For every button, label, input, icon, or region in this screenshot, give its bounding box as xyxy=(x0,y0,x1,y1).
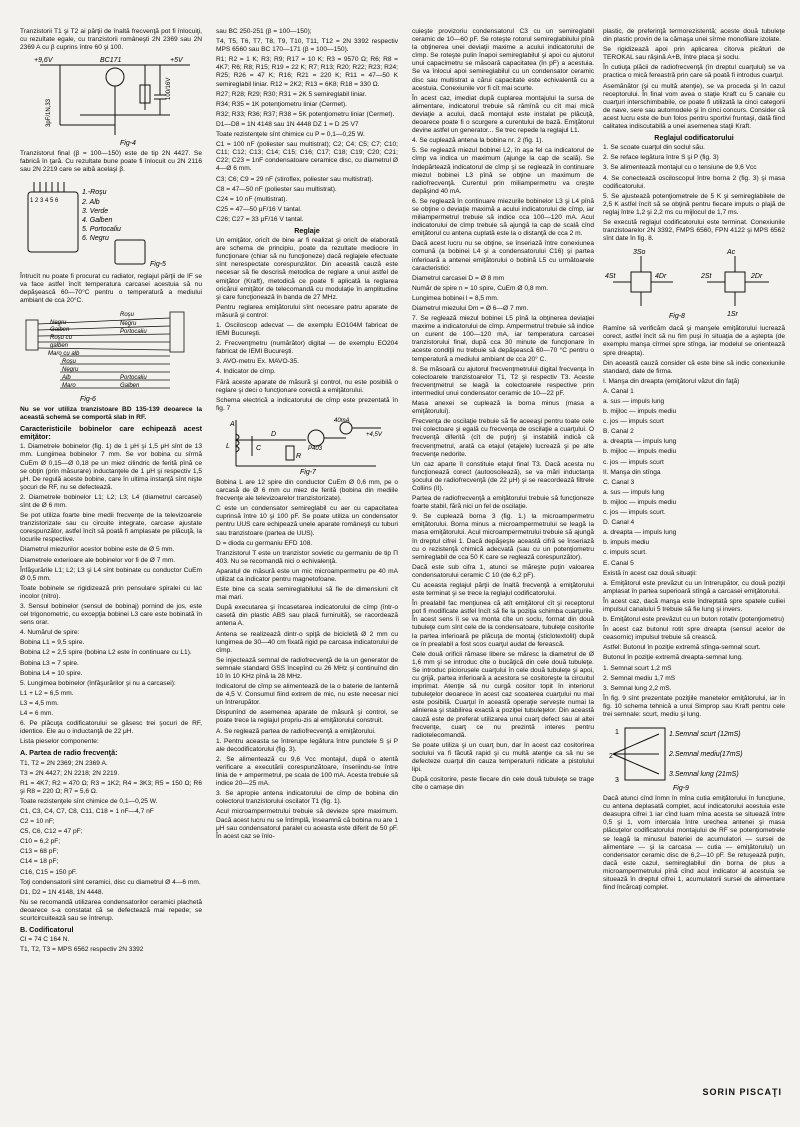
paragraph: R27; R28; R29; R30; R31 = 2K 5 semireglabil liniar. xyxy=(216,90,367,98)
legend-long: 3.Semnal lung (21mS) xyxy=(669,771,739,779)
section-heading: Caracteristicile bobinelor care echipează acest emiţător: xyxy=(20,424,202,442)
figure-9-stick-positions xyxy=(603,722,785,792)
paragraph: Din această cauză consider că este bine să indic conexiunile standard, date de firma. xyxy=(603,359,785,375)
paragraph: 3. AVO-metru Ex. MAVO-35. xyxy=(216,358,299,366)
paragraph: D = dioda cu germaniu EFD 108. xyxy=(216,539,313,547)
paragraph: 5. Se reglează miezul bobinei L2, în aşa fel ca indicatorul de cîmp va indica un maximum (ajunge la cap de scală). Se îndepărtează indicatorul de cîmp şi se reglează în continuare miezul bobinei L3 pînă se obţine un maximum de radiofrecvenţă. Curentul prin miliampermetru va creşte depăşind 40 mA. xyxy=(412,147,594,195)
label-100-16v: 100/16V xyxy=(166,77,172,101)
paragraph: L1 + L2 = 6,5 mm. xyxy=(20,689,74,697)
paragraph: C26; C27 = 33 μF/16 V tantal. xyxy=(216,215,304,223)
paragraph: L3 = 4,5 mm. xyxy=(20,699,59,707)
paragraph: Există în acest caz două situaţii: xyxy=(603,569,697,577)
paragraph: Înfăşurările L1; L2; L3 şi L4 sînt bobinate cu conductor CuEm Ø 0,5 mm. xyxy=(20,566,202,582)
paragraph: 3. Se alimentează montajul cu o tensiune de 9,6 Vcc xyxy=(603,164,757,172)
paragraph: Toate rezistenţele sînt chimice de 0,1—0,25 W. xyxy=(20,797,158,805)
paragraph: Se execută reglajul codificatorului este terminat. Conexiunile tranzistoarelor 2N 3392, FMPS 6560, FPN 4122 şi MPS 6562 sînt date în fig. 8. xyxy=(603,218,785,243)
figure-7 xyxy=(216,416,398,476)
wire-label: Negru xyxy=(50,319,67,326)
figure-8 xyxy=(603,246,785,322)
paragraph: În acest caz, imediat după cuplarea montajului la sursa de alimentare, indicatorul trebuie să rămînă cu cît mai mică deviaţie a acului, dacă montajul este instalat pe plăcuţă, deoarece poate fi o scurgere a curentului de bază. Emiţătorul devine astfel un generator... Se trec repede la reglajul L1. xyxy=(412,94,594,135)
paragraph: C este un condensator semireglabil cu aer cu capacitatea cuprinsă între 10 şi 100 pF. Se poate utiliza un condensator pentru UUS care echipează unele aparate româneşti cu tuburi sau tranzistoare (partea de UUS). xyxy=(216,505,398,537)
figure-7-field-indicator xyxy=(216,416,398,476)
figure-5 xyxy=(20,178,202,270)
paragraph: T1, T2, T3 = MPS 6562 respectiv 2N 3392 xyxy=(20,946,144,954)
author-signature: SORIN PISCAŢI xyxy=(702,1087,782,1097)
paragraph: În cutiuţa plăcii de radiofrecvenţă (în dreptul cuarţului) se va practica o mică fereastră prin care să poată fi introdus cuarţul. xyxy=(603,64,785,80)
paragraph: Aparatul de măsură este un mic microampermetru pe 40 mA utilizat ca indicator pentru magnetofoane. xyxy=(216,567,398,583)
paragraph: Dacă este sub cifra 1, atunci se măreşte puţin valoarea condensatorului ceramic C 10 (de 6,2 pF). xyxy=(412,563,594,579)
paragraph: cuieşte provizoriu condensatorul C3 cu un semireglabil ceramic de 10—60 pF. Se roteşte rotorul semireglabilului pînă la obţinerea unei deviaţii maxime a acului indicatorului de cîmp. Se roteşte pulin înapoi semireglabilul şi apoi cu ajutorul unui capacimetru se măsoară capacitatea (în pF) a acestuia. Se va înlocui apoi semireglabilul cu un condensator ceramic disc sau multistrat a cărui capacitate este echivalentă cu a acestuia. Conexiunile vor fi cît mai scurte. xyxy=(412,28,594,92)
wire-label: 4. Galben xyxy=(82,216,113,224)
section-heading: Reglaje xyxy=(294,225,320,235)
paragraph: C1 = 100 nF (poliester sau multistrat); C2; C4; C5; C7; C10; C11; C12; C13; C14; C15; C16; C17; C18; C19; C20; C21; C22; C23 = 1nF condensatoare ceramice disc, cu diametrul Ø 4—Ø 6 mm. xyxy=(216,141,398,173)
position-1: 1 xyxy=(615,729,619,737)
paragraph: În prealabil fac menţiunea că atît emiţătorul cît şi receptorul pot fi modificate astfel încît să fie la poziţia schimba cuarţurile. În acest sens îi se va monta cîte un soclu, format din două tubuleţe cum sînt cele de la condensatoare, tubuleţe cositorite la partea inferioară pe plăcuţa de montaj (sticlotextolit) după ce în prealabil a fost scos cuarţul audat de ferească. xyxy=(412,600,594,648)
paragraph: Toate rezistenţele sînt chimice cu P = 0,1—0,25 W. xyxy=(216,131,365,139)
paragraph: T3 = 2N 4427; 2N 2218; 2N 2219. xyxy=(20,769,120,777)
paragraph: 8. Se măsoară cu ajutorul frecvenţmetrului digital frecvenţa în colectoarele tranzistoarelor T1, T2 şi respectiv T3. Aceste frecvenţmetrul se leagă la colectoarele respective prin intermediul unui condensator ceramic de 10—22 pF. xyxy=(412,365,594,397)
paragraph: 1. Semnal scurt 1,2 mS xyxy=(603,664,672,672)
paragraph: D. Canal 4 xyxy=(603,519,635,527)
paragraph: Asemănător (şi cu multă atenţie), se va proceda şi în cazul receptorului. În final vom avea o staţie Kraft cu 5 canale cu cuarţuri interschimbabile, ce poate fi utilizată la cinci categorii de nave, sere sau automodele şi în cinci concurs. Consider că acest lucru este de bun folos pentru sportivi fruntaşi, dată fiind calitatea indiscutabilă a unei asemenea staţii Kraft. xyxy=(603,82,785,131)
paragraph: 9. Se cuplează borna 3 (fig. 1.) la microampermetru emiţătorului. Borna minus a microampermetrului se leagă la masa emiţătorului. Acul microampermetrului trebuie să ajungă în dreptul cifrei 1. Dacă depăşeşte această cifră se înseriază cu o rezistenţă chimică adecvată (sau cu un potenţiometru semireglabil de cca 50 K care se reglează corespunzător). xyxy=(412,513,594,561)
wire-label: Negru xyxy=(62,366,79,373)
paragraph: 3. Se apropie antena indicatorului de cîmp de bobina din colectorul tranzistorului oscilator T1 (fig. 1). xyxy=(216,790,398,806)
label-4v5: +4,5V xyxy=(366,431,382,438)
paragraph: Bobina L3 = 7 spire. xyxy=(20,659,79,667)
section-heading: Reglajul codificatorului xyxy=(654,133,734,143)
label-2st: 2St xyxy=(701,273,712,281)
pin-numbers: 1 2 3 4 5 6 xyxy=(30,197,59,204)
figure-caption: Fig-8 xyxy=(669,313,685,321)
paragraph: Partea de radiofrecvenţă a emiţătorului trebuie să funcţioneze foarte stabil, fără nici un fel de oscilaţie. xyxy=(412,495,594,511)
paragraph: sau BC 250-251 (β = 100—150); xyxy=(216,28,312,35)
wire-label: Alb xyxy=(62,374,71,381)
paragraph: Indicatorul de cîmp se alimentează de la o baterie de lanternă de 4,5 V. Consumul fiind extrem de mic, nu este necesar nici un întrerupător. xyxy=(216,683,398,707)
paragraph: În fig. 9 sînt prezentate poziţiile manetelor emiţătorului, iar în fig. 10 schema tehnică a unui Simprop sau Kraft pentru cele trei semnale: scurt, mediu şi lung. xyxy=(603,694,785,718)
paragraph: Diametrul miezului Dm = Ø 6—Ø 7 mm. xyxy=(412,305,529,312)
paragraph: Toate bobinele se rigidizează prin pensulare spiralei cu lac incolor (nitro). xyxy=(20,584,202,600)
label-3so: 3So xyxy=(633,249,646,257)
wire-label: Maro cu alb xyxy=(48,350,80,357)
column-2 xyxy=(216,28,398,843)
paragraph: Pentru reglarea emiţătorului sînt necesare patru aparate de măsură şi control: xyxy=(216,303,398,319)
paragraph: Tranzistorul final (β = 100—150) este de tip 2N 4427. Se fabrică în ţară. Cu rezultate bune poate fi înlocuit cu 2N 2116 sau 2N 2219 care se aibă acelaşi β. xyxy=(20,150,202,174)
paragraph: Nu se recomandă utilizarea condensatorilor ceramici plachetă deoarece s-a constatat că se defectează mai repede; se scurtcircuitează sau se întrerup. xyxy=(20,898,202,922)
paragraph: Dacă acest lucru nu se obţine, se înseriază între conexiunea comună (a bobinei L4 şi a condensatorului C16) şi partea inferioară a antenei emiţătorului o bobină L5 cu următoarele caracteristici: xyxy=(412,240,594,272)
paragraph: Tranzistorii T1 şi T2 ai părţii de înaltă frecvenţă pot fi înlocuiţi, cu rezultate egale, cu tranzistorii româneşti 2N 2369 sau 2N 2369 A cu β cuprins între 60 şi 100. xyxy=(20,28,202,52)
paragraph: C2 = 10 nF; xyxy=(20,818,55,826)
wire-label: Portocaliu xyxy=(120,328,147,335)
paragraph: Cele două orificii rămase libere se măresc la diametrul de Ø 1,6 mm şi se introduc cîte o bucăţică din cele două tubuleţe. Se introduc piciorușele cuarţului în cele două tubuleţe şi apoi, cu grijă, partea inferioară a acestora se cositoreşte la circuitul imprimat. Atenţie să nu curgă cositor topit în interiorul tubuleţelor deoarece în acest caz scoaterea cuarţului nu mai este posibilă. Cuarţul în această operaţie servește numai la alinierea şi stabilirea exactă a poziţiei tubuleţelor. Din această cauză este de preferat utilizarea unui cuarţ defect sau al altei frecvenţe, cuarţ ce nu prezintă interes pentru radiotelecomandă. xyxy=(412,650,594,739)
wire-label: Maro xyxy=(62,382,76,389)
wire-label: Negru xyxy=(120,320,137,327)
figure-5-connector xyxy=(20,178,202,270)
paragraph: b. Emiţătorul este prevăzut cu un buton rotativ (potenţiometru) xyxy=(603,616,785,624)
label-4dr: 4Dr xyxy=(655,273,667,281)
label-40ma: 40mA xyxy=(334,417,350,424)
wire-label: 6. Negru xyxy=(82,234,109,242)
paragraph: b. mijloc — impuls mediu xyxy=(603,498,677,506)
paragraph: Astfel: Butonul în poziţie extremă stînga-semnal scurt. xyxy=(603,644,761,652)
paragraph: Antena se realizează dintr-o spiţă de bicicletă Ø 2 mm cu lungimea de 30—40 cm fixată rigid pe carcasa indicatorului de cîmp. xyxy=(216,630,398,654)
paragraph: Lungimea bobinei l = 8,5 mm. xyxy=(412,294,499,302)
paragraph: a. Emiţătorul este prevăzut cu un întrerupător, cu două poziţii amplasat în partea superioară stîngă a carcasei emiţătorului. xyxy=(603,579,785,595)
figure-caption: Fig-9 xyxy=(673,785,689,793)
paragraph: 3. Semnal lung 2,2 mS. xyxy=(603,684,672,692)
label-2dr: 2Dr xyxy=(751,273,763,281)
paragraph: B. Canal 2 xyxy=(603,428,634,436)
paragraph: 5. Lungimea bobinelor (înfăşurărilor şi nu a carcasei): xyxy=(20,679,176,687)
label-d: D xyxy=(271,430,277,438)
paragraph: C8 = 47—50 nF (poliester sau multistrat). xyxy=(216,185,337,193)
paragraph: R1; R2 = 1 K; R3; R9; R17 = 10 K; R3 = 9570 Ω; R6; R8 = 4K7; R6; R8; R15; R19 = 22 K; R7; R13; R20; R22; R23; R24; R25; R26 = 47 K; R16; R21 = 220 K; R11 = 47—50 K semireglabil liniar. R12 = 2K2; R13 = 6K8; R18 = 330 Ω. xyxy=(216,56,398,88)
paragraph: 4. Indicator de cîmp. xyxy=(216,368,276,376)
paragraph: c. jos — impuls scurt xyxy=(603,458,664,466)
paragraph: C3; C6; C9 = 29 nF (stiroflex, poliester sau multistrat). xyxy=(216,175,374,183)
paragraph: C13 = 68 pF; xyxy=(20,848,59,856)
column-4 xyxy=(603,28,785,894)
paragraph: 2. Se reface legătura între S şi P (fig. 3) xyxy=(603,154,719,162)
figure-6 xyxy=(20,308,202,403)
paragraph: 5. Se ajustează potenţiometrele de 5 K şi semireglabilele de 2,5 K astfel încît să se obţină pentru fiecare impuls o plajă de reglaj între 1,2 şi 2,2 ms cu mijlocul de 1,7 ms. xyxy=(603,192,785,216)
paragraph: E. Canal 5 xyxy=(603,559,634,567)
paragraph: c. jos — impuls scurt xyxy=(603,418,664,426)
paragraph: 4. Se cuplează antena la bobina nr. 2 (fig. 1). xyxy=(412,137,544,145)
position-3: 3 xyxy=(615,777,619,785)
paragraph: Schema electrică a indicatorului de cîmp este prezentată în fig. 7 xyxy=(216,396,398,412)
paragraph: c. impuls scurt. xyxy=(603,549,647,557)
paragraph: c. jos — impuls scurt. xyxy=(603,509,666,517)
paragraph: Tranzistorul T este un tranzistor sovietic cu germaniu de tip П 403. Nu se recomandă nici o echivalenţă. xyxy=(216,549,398,565)
paragraph: 1. Osciloscop adecvat — de exemplu EO104M fabricat de IEMI Bucureşti. xyxy=(216,322,398,338)
paragraph: Diametrul carcasei D = Ø 8 mm xyxy=(412,274,505,282)
paragraph: T1, T2 = 2N 2369; 2N 2369 A. xyxy=(20,759,108,767)
paragraph: Dispunînd de asemenea aparate de măsură şi control, se poate trece la reglajul propriu-zis al emiţătorului construit. xyxy=(216,709,398,725)
paragraph: D1—D8 = 1N 4148 sau 1N 4448 DZ 1 = D 25 V7 xyxy=(216,120,359,128)
paragraph: a. dreapta — impuls lung xyxy=(603,438,677,446)
wire-label: 2. Alb xyxy=(82,198,100,206)
section-heading: A. Partea de radio frecvenţă: xyxy=(20,748,118,758)
paragraph: a. dreapta — impuls lung xyxy=(603,529,677,537)
paragraph: CI = 74 C 164 N. xyxy=(20,936,70,944)
paragraph: Număr de spire n = 10 spire, CuEm Ø 0,8 mm. xyxy=(412,284,549,292)
paragraph: b. mijloc — impuls mediu xyxy=(603,408,677,416)
paragraph: C. Canal 3 xyxy=(603,478,635,486)
label-1sr: 1Sr xyxy=(727,311,738,319)
paragraph: C10 = 6,2 pF; xyxy=(20,838,61,846)
paragraph: C16, C15 = 150 pF. xyxy=(20,868,77,876)
section-heading: B. Codificatorul xyxy=(20,925,74,935)
paragraph: I. Manşa din dreapta (emiţătorul văzut din faţă) xyxy=(603,377,740,385)
paragraph: 2. Frecvenţmetru (numărător) digital — de exemplu EO204 fabricat de IEMI Bucureşti. xyxy=(216,340,398,356)
label-9v6: +9,6V xyxy=(34,57,53,65)
column-3 xyxy=(412,28,594,794)
paragraph: 6. Pe plăcuţa codificatorului se găsesc trei şocuri de RF, identice. Ele au o inductanţă de 22 μH. xyxy=(20,720,202,736)
paragraph: Acul microampermetrului trebuie să devieze spre maximum. Dacă acest lucru nu se întîmplă, înseamnă că bobina nu are 1 μH sau condensatorul paralel cu aceasta este diferit de 50 pF. În acest caz se înlo- xyxy=(216,808,398,840)
paragraph: R32; R33; R36; R37; R38 = 5K potenţiometru liniar (Cermet). xyxy=(216,110,395,118)
label-bc171: BC171 xyxy=(100,57,122,65)
column-1 xyxy=(20,28,202,956)
label-ac: Ac xyxy=(727,249,736,257)
paragraph: Bobina L1 = 9,5 spire. xyxy=(20,639,85,647)
paragraph: Diametrul miezurilor acestor bobine este de Ø 5 mm. xyxy=(20,546,175,554)
paragraph: 7. Se reglează miezul bobinei L5 pînă la obţinerea deviaţiei maxime a indicatorului de cîmp. Ampermetrul trebuie să indice un curent de 100—120 mA, iar temperatura carcasei tranzistorului final, după cca 30 minute de funcţionare în aceste condiţii nu trebuie să depăşească 60—70 °C pentru o temperatură a mediului ambiant de cca 20° C. xyxy=(412,315,594,363)
paragraph: Diametrele exterioare ale bobinelor vor fi de Ø 7 mm. xyxy=(20,556,176,564)
paragraph: 1. Se scoate cuarţul din soclul său. xyxy=(603,144,705,152)
paragraph: Fără aceste aparate de măsură şi control, nu este posibilă o reglare şi deci o funcţionare corectă a emiţătorului. xyxy=(216,378,398,394)
paragraph: 4. Se conectează osciloscopul între borna 2 (fig. 3) şi masa codificatorului. xyxy=(603,174,785,190)
paragraph: Dacă atunci cînd înmn în mîna cutia emiţătorului în funcţiune, cu antena deplasată complet, acul indicatorului acestuia este deasupra cifrei 1 iar cînd luam mîna acesta se situează între 0,5 şi 1, vom intercala între urechea antenei şi masa plăcuţelor codificatorului montajului de RF se potenţiometrele se leagă la minusul bateriei de acumulatori — sursei de alimentare — şi la carcasa — cutia — emiţătorului) un condensator ceramic disc de 6,2—10 pF. Se retuşează puţin, dacă este cazul, semireglabilul din borna de plus a microampermetrului pînă cînd acul indicator al acestuia se situează în dreptul cifrei 1, acumulatorii sursei de alimentare fiind încărcaţi complet. xyxy=(603,795,785,892)
figure-caption: Fig-7 xyxy=(300,468,316,476)
paragraph: D1, D2 = 1N 4148, 1N 4448. xyxy=(20,888,104,896)
figure-caption: Fig-6 xyxy=(80,395,96,403)
paragraph: Un caz aparte îl constituie etajul final T3. Dacă acesta nu funcţionează corect (autooscilează), se va mări inductanţa şocului de radiofrecvenţă (de 22 μH) şi se reacordează filtrele Collins (II). xyxy=(412,460,594,492)
wire-label: Roşu cu xyxy=(50,334,73,341)
paragraph: Masa anexei se cuplează la borna minus (masa a emiţătorului). xyxy=(412,400,594,416)
paragraph: a. sus — impuls lung xyxy=(603,488,665,496)
wire-label: Galben xyxy=(50,326,70,333)
paragraph: În acest caz butonul rotit spre dreapta (sensul acelor de ceasornic) impulsul trebuie să crească. xyxy=(603,626,785,642)
wire-label: galben xyxy=(50,342,69,349)
paragraph: II. Manşa din stînga xyxy=(603,468,661,476)
wire-label: Galben xyxy=(120,382,140,389)
paragraph: Bobina L are 12 spire din conductor CuEm Ø 0,6 mm, pe o carcasă de Ø 6 mm cu miez de ferită (bobina din mediile frecvenţe ale televizoarelor tranzistorizate). xyxy=(216,478,398,503)
paragraph: 2. Diametrele bobinelor L1; L2; L3; L4 (diametrul carcasei) sînt de Ø 6 mm. xyxy=(20,493,202,509)
paragraph: b. mijloc — impuls mediu xyxy=(603,448,677,456)
paragraph: În acest caz, dacă manşa este îndreptată spre spatele cuiliei impulsul canalului 5 trebuie să fie lung şi invers. xyxy=(603,597,785,613)
legend-short: 1.Semnal scurt (12mS) xyxy=(669,731,741,739)
paragraph: Ramîne să verificăm dacă şi manşele emiţătorului lucrează corect, astfel încît să nu fim puşi în situaţia de a aştepta (de exemplu manşa cîrmei spre stînga, iar modelul se orientează spre dreapta). xyxy=(603,325,785,357)
paragraph: Bobina L2 = 2,5 spire (bobina L2 este în continuare cu L1). xyxy=(20,649,192,657)
paragraph: Se injectează semnal de radiofrecvenţă de la un generator de semnale standard GSS începînd cu 26 MHz şi continuînd din 10 în 10 KHz pînă la 28 MHz. xyxy=(216,656,398,680)
paragraph: R1 = 4K7; R2 = 470 Ω; R3 = 1K2; R4 = 3K3; R5 = 150 Ω; R6 şi R8 = 220 Ω; R7 = 5,6 Ω. xyxy=(20,779,202,795)
label-5v: +5V xyxy=(170,57,183,65)
figure-8-transistor-pinout xyxy=(603,246,785,322)
figure-6-wiring xyxy=(20,308,202,403)
wire-label: 1.-Roşu xyxy=(82,188,107,196)
figure-caption: Fig-4 xyxy=(120,140,136,148)
paragraph: a. sus — impuls lung xyxy=(603,398,665,405)
paragraph: Întrucît nu poate fi procurat cu radiator, reglajul părţii de IF se va face astfel încît temperatura carcasei acestuia să nu depăşească 60—70°C pentru o temperatură a mediului ambiant de cca 20°C. xyxy=(20,272,202,304)
wire-label: Roşu xyxy=(120,311,135,318)
paragraph: Se rigidizează apoi prin aplicarea cîtorva picături de TEROKAL sau răşină A+B, între placa şi soclu. xyxy=(603,46,785,62)
paragraph: 1. Pentru aceasta se întrerupe legătura între punctele S şi P ale decodificatorului (fig. 3). xyxy=(216,737,398,753)
paragraph: A. Canal 1 xyxy=(603,387,634,395)
paragraph: Lista pieselor componente: xyxy=(20,738,99,746)
paragraph: C5, C6, C12 = 47 pF; xyxy=(20,828,83,836)
paragraph: Nu se vor utiliza tranzistoare BD 135-139 deoarece la această schemă se comportă slab în RF. xyxy=(20,405,202,422)
paragraph: plastic, de preferinţă termorezistentă; aceste două tubuleţe din plastic provin de la cămaşa unei sîrme monofilare izolate. xyxy=(603,28,785,44)
paragraph: După executarea şi încasetarea indicatorului de cîmp (într-o casetă din plastic ABS sau placă furniruită), se racordează antena A. xyxy=(216,604,398,628)
paragraph: Se poate utiliza şi un cuarţ bun, dar în acest caz cositorirea soclului va fi făcută rapid şi cu multă atenţie ca să nu se defecteze cuarţul din cauza temperaturii ridicate a pistolului lipi. xyxy=(412,741,594,774)
paragraph: b. impuls mediu xyxy=(603,539,650,547)
paragraph: A. Se reglează partea de radiofrecvenţă a emiţătorului. xyxy=(216,727,376,735)
label-a: A xyxy=(230,420,235,428)
figure-4-schematic xyxy=(20,55,202,147)
position-2: 2 xyxy=(609,753,613,761)
paragraph: C24 = 10 nF (multistrat). xyxy=(216,195,288,203)
paragraph: 6. Se reglează în continuare miezurile bobinelor L3 şi L4 pînă se obţine o deviaţie maximă a acului indicatorului de cîmp, iar miliampermetrul trebuie să indice cca 100—120 mA. Acul indicatorului de cîmp trebuie să ajungă la cap de scală cînd emiţătorul cu antena cuplată este la o distanţă de cca 2 m. xyxy=(412,197,594,238)
paragraph: C1, C3, C4, C7, C8, C11, C18 = 1 nF—4,7 nF xyxy=(20,807,154,815)
label-4st: 4St xyxy=(605,273,616,281)
wire-label: 3. Verde xyxy=(82,207,109,215)
label-l: L xyxy=(226,442,230,450)
paragraph: 2. Se alimentează cu 9,6 Vcc montajul, după o atentă verificare a executării corespunzătoare, înseriindu-se între linia de + ampermetrul, pe scala de 100 mA. Acesta trebuie să indice 20—25 mA. xyxy=(216,755,398,788)
paragraph: Cu aceasta reglajul părţii de înaltă frecvenţă a emiţătorului este terminat şi se trece la reglajul codificatorului. xyxy=(412,582,594,598)
wire-label: Roşu xyxy=(62,358,77,365)
paragraph: Se pot utiliza foarte bine medii frecvenţe de la televizoarele tranzistorizate sau cu circuite integrate, carcase ajustate corespunzător, astfel încît să poată fi amplasate pe plăcuţă, la locurile respective. xyxy=(20,512,202,544)
paragraph: Butonul în poziţie extremă dreapta-semnal lung. xyxy=(603,654,744,662)
paragraph: Un emiţător, oricît de bine ar fi realizat şi oricît de elaborată are schema de principiu, poate da rezultate mediocre în funcţionare (chiar să nu funcţioneze) dacă reglajele efectuate sînt nerespectate corespunzător. Din această cauză este necesar să fie descrisă metodica de reglare a unui astfel de emiţător (Kraft), metodică ce poate fi aplicată la reglarea oricărui emiţător de telecomandă cu modulaţie în amplitudine şi care funcţionează în banda de 27 MHz. xyxy=(216,237,398,301)
wire-label: 5. Portocaliu xyxy=(82,225,121,233)
label-p403: P403 xyxy=(308,445,323,452)
legend-medium: 2.Semnal mediu(17mS) xyxy=(669,751,743,759)
paragraph: C14 = 18 pF; xyxy=(20,858,59,866)
label-r: R xyxy=(296,452,302,460)
paragraph: După cositorire, peste fiecare din cele două tubuleţe se trage cîte o camașe din xyxy=(412,776,594,792)
paragraph: Bobina L4 = 10 spire. xyxy=(20,669,83,677)
paragraph: Frecvenţa de oscilaţie trebuie să fie aceeaşi pentru toate cele trei colectoare şi egală cu frecvenţa de oscilaţie a cuarţului. O frecvenţă diferită (cît de puţin) şi instabilă indică că frecvenţmetrul, arată ca etajul (etajele) lucrează şi pe alte frecvenţe nedorite. xyxy=(412,418,594,458)
paragraph: Toţi condensatorii sînt ceramici, disc cu diametrul Ø 4—6 mm. xyxy=(20,878,201,886)
paragraph: C25 = 47—50 μF/16 V tantal. xyxy=(216,205,302,213)
paragraph: 3. Sensul bobinelor (sensul de bobinaj) pornind de jos, este cel trigonometric, cu excepţia bobinei L3 care este bobinată în sens orar. xyxy=(20,603,202,627)
paragraph: 4. Numărul de spire: xyxy=(20,629,80,637)
paragraph: L4 = 6 mm. xyxy=(20,710,54,718)
paragraph: R34; R35 = 1K potenţiometru liniar (Cermet). xyxy=(216,100,348,108)
label-c: C xyxy=(256,444,262,452)
paragraph: T4, T5, T6, T7, T8, T9, T10, T11, T12 = 2N 3392 respectiv MPS 6560 sau BC 170—171 (β = 100—150). xyxy=(216,38,398,54)
paragraph: 2. Semnal mediu 1,7 mS xyxy=(603,674,676,682)
label-cap: 3pF/1N,33 xyxy=(46,99,52,128)
figure-4 xyxy=(20,55,202,147)
figure-9 xyxy=(603,722,785,792)
paragraph: Este bine ca scala semireglabilului să fie de dimensiuni cît mai mari. xyxy=(216,586,398,602)
figure-caption: Fig-5 xyxy=(150,260,166,268)
wire-label: Portocaliu xyxy=(120,374,147,381)
paragraph: 1. Diametrele bobinelor (fig. 1) de 1 μH şi 1,5 μH sînt de 13 mm. Lungimea bobinelor 7 mm. Se vor bobina cu sîrmă CuEm Ø 0,15—Ø 0,18 pe un miez cilindric de ferită pînă ce se obţin (prin măsurare) inductanţele de 1 μH şi respectiv 1,5 μH. De regulă aceste bobine, care în ultima instanţă sînt nişte şocuri de RF, nu se defectează. xyxy=(20,443,202,491)
